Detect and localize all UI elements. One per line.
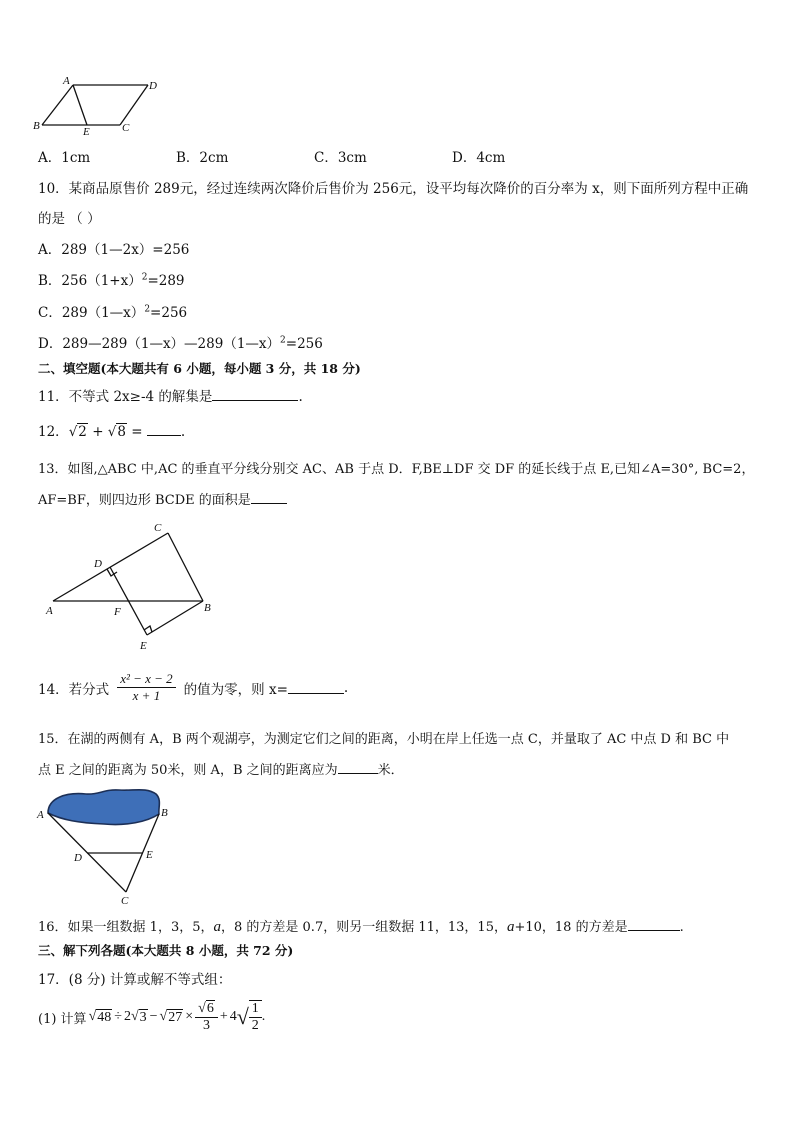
sqrt-icon: √: [236, 1004, 249, 1029]
q16-mid2: +10: [514, 920, 542, 935]
q12-plus: +: [92, 424, 104, 440]
triangle-figure: [40, 518, 220, 653]
q10-option-d-main: D．289—289（1—x）—289（1—x）: [38, 336, 281, 352]
q17-part1: [38, 1000, 265, 1034]
divide-sign: ÷: [114, 1009, 122, 1024]
q16-end: .: [679, 920, 684, 935]
coef-4: 4: [229, 1009, 237, 1024]
q16: [38, 916, 684, 936]
q12: [38, 420, 185, 440]
q10-option-d-tail: =256: [285, 336, 323, 352]
label-E: E: [83, 126, 90, 136]
q13-line2: [38, 489, 287, 508]
q9-option-a: A．1cm: [38, 150, 91, 166]
label-E: E: [140, 640, 147, 652]
q10-option-c-main: C．289（1—x）: [38, 305, 145, 321]
q10-option-c-sup: 2: [144, 304, 151, 315]
q15-answer-blank[interactable]: [338, 761, 378, 774]
label-F: F: [114, 606, 121, 618]
sqrt-icon: √: [107, 424, 117, 440]
q14-end: .: [343, 679, 349, 696]
q10-option-d-sup: 2: [280, 335, 286, 346]
sqrt-icon: √: [198, 1000, 206, 1016]
half-denominator: 2: [251, 1018, 259, 1033]
section-2-heading: 二、填空题(本大题共有 6 小题，每小题 3 分，共 18 分): [38, 361, 361, 376]
q10-option-b-tail: =289: [147, 273, 185, 289]
q12-equals: =: [131, 424, 143, 440]
q16-pre: 16．如果一组数据 1，3，5，: [38, 920, 214, 935]
label-C: C: [122, 122, 130, 134]
sqrt-icon: √: [68, 424, 78, 440]
q13-line1: 13．如图,△ABC 中,AC 的垂直平分线分别交 AC、AB 于点 D．F,BE⊥DF 交 DF 的延长线于点 E,已知∠A=30°, BC=2，: [38, 462, 755, 477]
q10-option-a: A．289（1—2x）=256: [38, 242, 190, 258]
fraction-numerator: [195, 1001, 218, 1018]
q16-var-a: a: [213, 919, 221, 935]
q16-tail: ，18 的方差是: [541, 920, 628, 935]
q12-prefix: 12．: [38, 424, 69, 440]
q17-expression: [89, 1000, 266, 1034]
label-A: A: [63, 75, 70, 87]
sqrt-icon: √: [88, 1009, 97, 1024]
sqrt-icon: √: [130, 1009, 139, 1024]
q15-line2: [38, 759, 404, 778]
radicand-27: 27: [168, 1009, 183, 1025]
half-numerator: 1: [249, 1001, 262, 1018]
plus-sign: +: [219, 1009, 228, 1024]
minus-sign: −: [149, 1009, 158, 1024]
q14-suffix: 的值为零，则 x=: [183, 681, 288, 698]
label-B: B: [204, 602, 211, 614]
q15-line2-post: 米．: [377, 763, 404, 778]
q9-option-c: C．3cm: [314, 150, 367, 166]
q10-line2: 的是 （ ）: [38, 211, 101, 227]
label-D: D: [74, 852, 82, 864]
q16-answer-blank[interactable]: [628, 918, 680, 931]
q12-end: .: [180, 424, 186, 440]
q10-option-b-sup: 2: [141, 272, 148, 283]
label-B: B: [33, 120, 40, 132]
label-A: A: [46, 605, 53, 617]
q12-radicand-1: 2: [78, 424, 87, 440]
label-C: C: [154, 522, 162, 534]
lake-figure: [34, 784, 184, 908]
sqrt-icon: √: [159, 1009, 168, 1024]
q14: [38, 671, 348, 704]
lake-shape: [48, 790, 159, 825]
q14-prefix: 14．若分式: [38, 681, 110, 698]
q11-text: 11．不等式 2x≥-4 的解集是: [38, 389, 213, 405]
times-sign: ×: [185, 1009, 194, 1024]
q11-answer-blank[interactable]: [212, 388, 298, 401]
radicand-3: 3: [139, 1009, 147, 1025]
q10-option-c-tail: =256: [150, 305, 188, 321]
radicand-48: 48: [97, 1009, 112, 1025]
q10-option-c: [38, 301, 187, 321]
q9-option-d: D．4cm: [452, 150, 506, 166]
coef-2: 2: [123, 1009, 131, 1024]
q10-line1: 10．某商品原售价 289元，经过连续两次降价后售价为 256元，设平均每次降价的百分率为 x，则下面所列方程中正确: [38, 181, 749, 197]
q9-option-b: B．2cm: [176, 150, 229, 166]
label-B: B: [161, 807, 168, 819]
q12-answer-blank[interactable]: [147, 423, 181, 436]
label-D: D: [94, 558, 102, 570]
q11-end: .: [298, 389, 303, 405]
label-A: A: [37, 809, 44, 821]
section-3-heading: 三、解下列各题(本大题共 8 小题，共 72 分): [38, 943, 294, 958]
q12-radicand-2: 8: [117, 424, 126, 440]
q13-answer-blank[interactable]: [251, 491, 287, 504]
q16-mid: ，8 的方差是 0.7，则另一组数据 11，13，15，: [221, 920, 507, 935]
label-E: E: [146, 849, 153, 861]
q10-option-d: [38, 332, 323, 352]
q10-option-b-main: B．256（1+x）: [38, 273, 142, 289]
q14-fraction: [117, 671, 175, 704]
q15-line2-pre: 点 E 之间的距离为 50米，则 A，B 之间的距离应为: [38, 763, 338, 778]
parallelogram-figure: [30, 72, 165, 136]
q10-option-b: [38, 269, 185, 289]
q15-line1: 15．在湖的两侧有 A，B 两个观湖亭，为测定它们之间的距离，小明在岸上任选一点 C，并量取了 AC 中点 D 和 BC 中: [38, 732, 730, 747]
q14-denominator: x + 1: [132, 688, 161, 703]
label-D: D: [149, 80, 157, 92]
radicand-6: 6: [206, 1000, 214, 1016]
fraction-denominator: 3: [202, 1017, 210, 1033]
fraction-sqrt6-over-3: [195, 1001, 218, 1034]
label-C: C: [121, 895, 129, 907]
q11: [38, 385, 303, 405]
q17-part1-label: (1) 计算: [38, 1011, 87, 1027]
q13-line2-text: AF=BF，则四边形 BCDE 的面积是: [38, 493, 251, 508]
q17-title: 17．(8 分) 计算或解不等式组：: [38, 972, 232, 988]
q16-var-a-2: a: [506, 919, 515, 935]
q14-numerator: x² − x − 2: [117, 671, 175, 688]
expr-end: .: [261, 1009, 266, 1024]
q14-answer-blank[interactable]: [288, 681, 344, 694]
fraction-one-half: [249, 1000, 262, 1034]
